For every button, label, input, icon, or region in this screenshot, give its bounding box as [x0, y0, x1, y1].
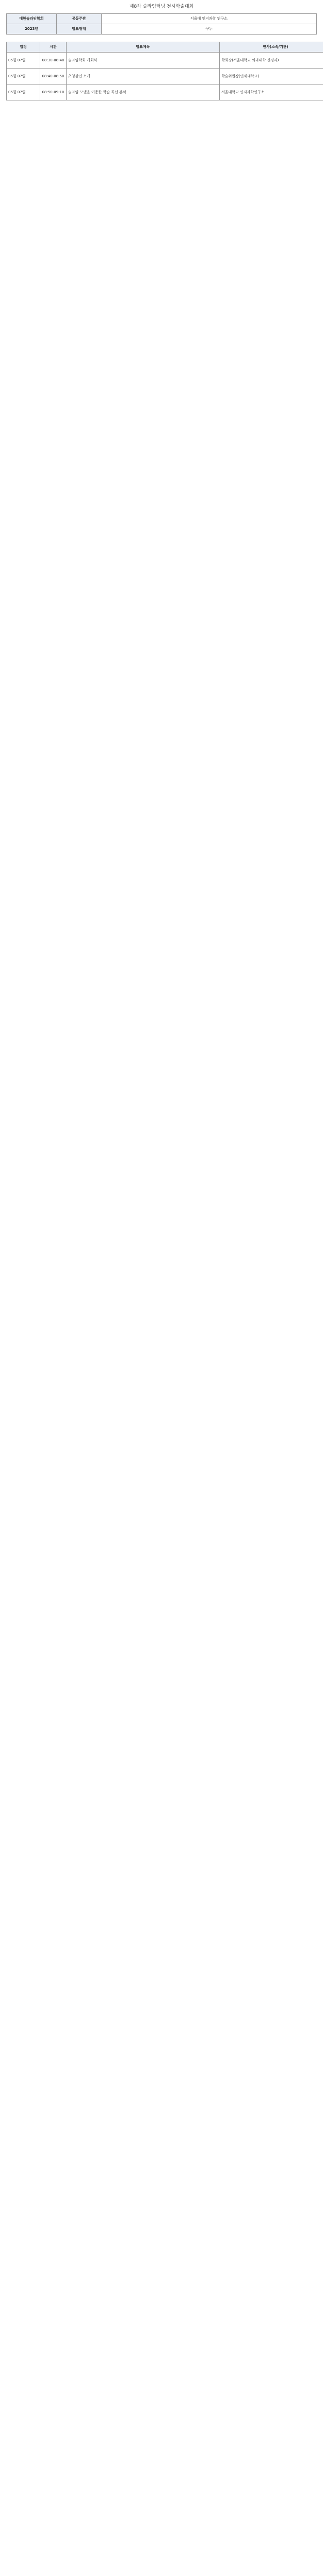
row-title: 초청강연 소개 — [67, 69, 220, 84]
row-title: 슬라임학회 개회식 — [67, 53, 220, 69]
info-value: 서울대 인지과학 연구소 — [102, 14, 317, 24]
row-date: 05월 07일 — [7, 53, 40, 69]
info-key: 2023년 — [7, 24, 57, 35]
table-row — [7, 53, 323, 69]
info-label: 발표형태 — [57, 24, 102, 35]
info-row — [7, 14, 317, 24]
info-table — [6, 13, 317, 35]
row-speaker: 학회장(서울대학교 의과대학 신경과) — [220, 53, 323, 69]
header-title: 발표제목 — [67, 42, 220, 53]
document-page — [0, 0, 323, 100]
row-time: 08:40-08:50 — [40, 69, 67, 84]
schedule-body — [7, 53, 323, 100]
row-time: 08:30-08:40 — [40, 53, 67, 69]
table-row — [7, 69, 323, 84]
row-time: 08:50-09:10 — [40, 84, 67, 100]
row-speaker: 서울대학교 인지과학연구소 — [220, 84, 323, 100]
table-row — [7, 84, 323, 100]
schedule-header-row — [7, 42, 323, 53]
row-date: 05월 07일 — [7, 84, 40, 100]
header-time: 시간 — [40, 42, 67, 53]
info-key: 대한슬라임학회 — [7, 14, 57, 24]
info-row — [7, 24, 317, 35]
row-title: 슬라임 모델을 이용한 학습 곡선 분석 — [67, 84, 220, 100]
info-label: 공동주관 — [57, 14, 102, 24]
document-title: 제8차 슬라임러닝 전시학술대회 — [129, 4, 194, 9]
header-date: 일정 — [7, 42, 40, 53]
schedule-table — [6, 42, 323, 100]
info-value: 구두 — [102, 24, 317, 35]
header-speaker: 연사(소속/기관) — [220, 42, 323, 53]
row-speaker: 학술위원장(연세대학교) — [220, 69, 323, 84]
row-date: 05월 07일 — [7, 69, 40, 84]
